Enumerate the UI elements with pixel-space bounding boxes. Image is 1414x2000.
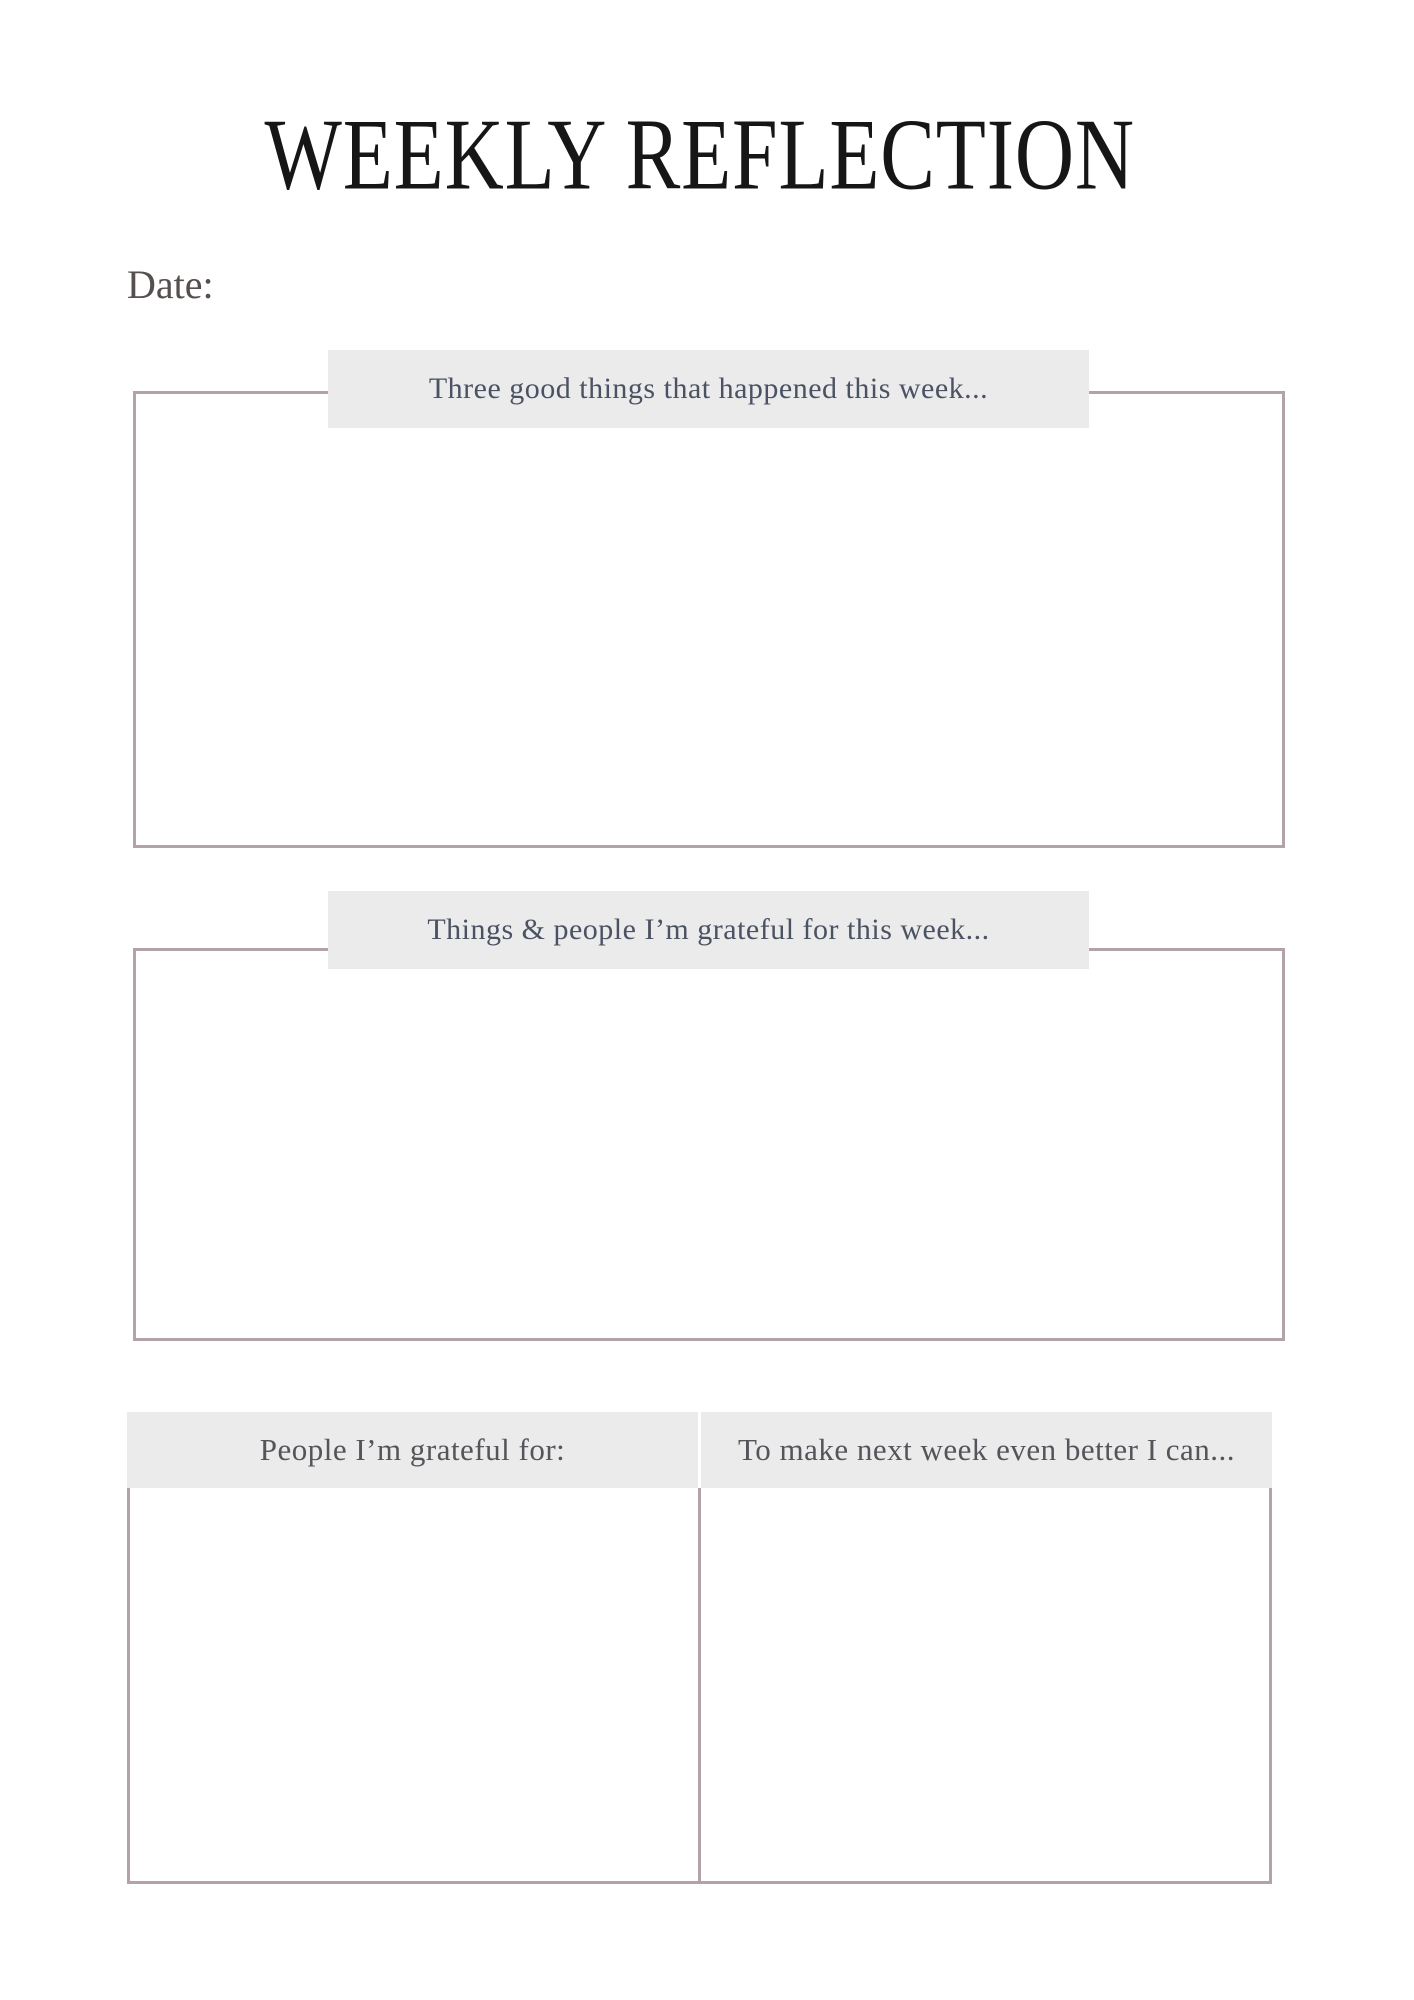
date-label: Date: (127, 262, 214, 307)
people-grateful-cell (130, 1453, 701, 1881)
people-grateful-header-label: People I’m grateful for: (259, 1432, 566, 1467)
good-things-writing-box (133, 391, 1285, 848)
next-week-better-header-bar (701, 1412, 1272, 1488)
people-grateful-header-bar (127, 1412, 698, 1488)
good-things-header-bar (328, 350, 1089, 428)
next-week-better-cell (701, 1453, 1269, 1881)
next-week-better-header-label: To make next week even better I can... (737, 1432, 1236, 1467)
grateful-writing-box (133, 948, 1285, 1341)
page-title: WEEKLY REFLECTION (264, 97, 1136, 212)
title-container (0, 97, 1400, 212)
bottom-table (127, 1450, 1272, 1884)
good-things-header-label: Three good things that happened this week... (428, 372, 989, 405)
bottom-header-bar (127, 1412, 1272, 1488)
grateful-header-label: Things & people I’m grateful for this week... (427, 913, 990, 946)
grateful-header-bar (328, 891, 1089, 969)
